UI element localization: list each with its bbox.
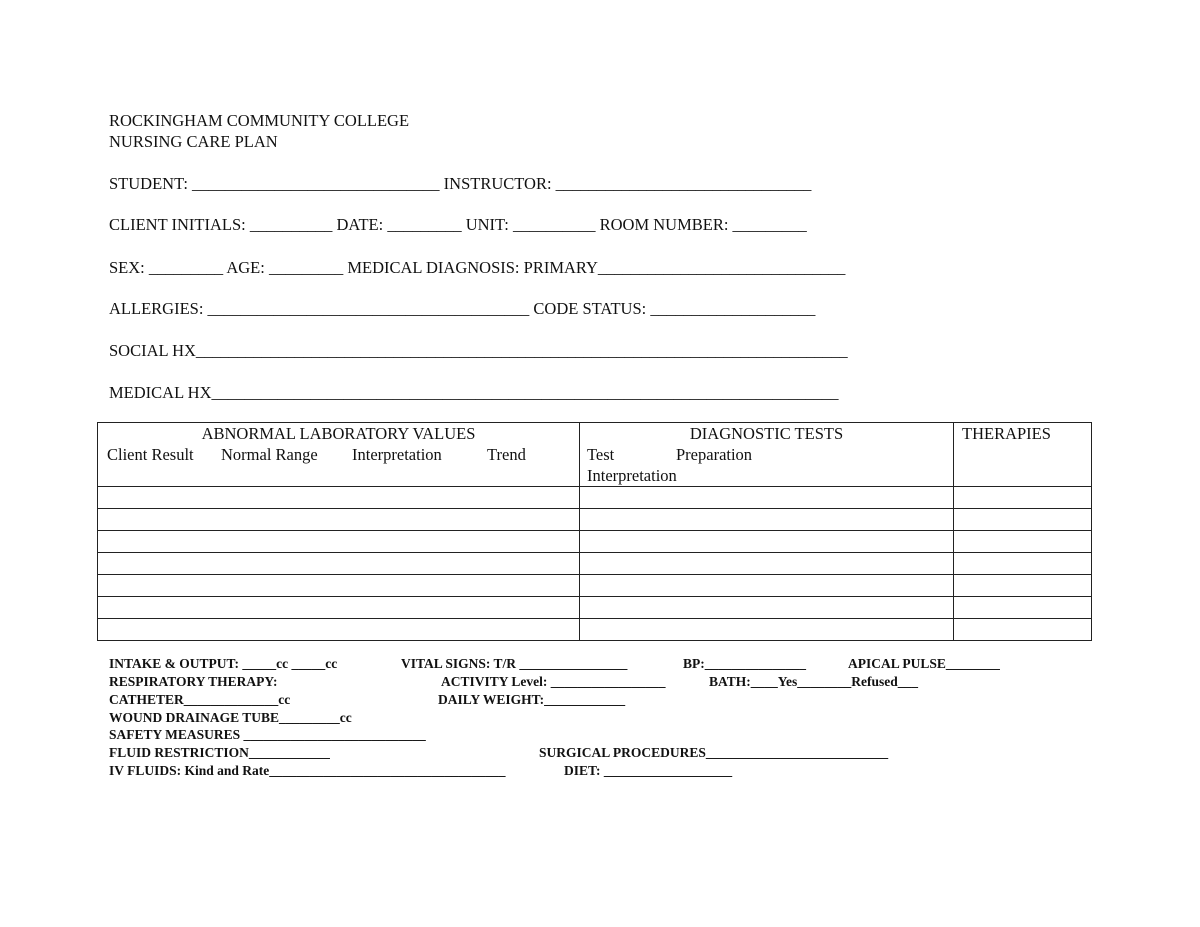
medical-hx-text: MEDICAL HX____________________________________________________________________________ <box>109 383 839 402</box>
iv-fluids-field[interactable]: IV FLUIDS: Kind and Rate___________________________________ <box>109 763 506 778</box>
bath-field[interactable]: BATH:____Yes________Refused___ <box>709 674 918 689</box>
diag-sub-preparation: Preparation <box>676 445 753 464</box>
intake-output-field[interactable]: INTAKE & OUTPUT: _____cc _____cc <box>109 656 338 671</box>
therapy-cell[interactable] <box>954 575 1092 597</box>
lab-sub-client-result: Client Result <box>107 445 194 464</box>
allergies-code-line[interactable] <box>109 299 815 319</box>
lab-sub-trend: Trend <box>487 445 526 464</box>
lab-cell[interactable] <box>98 509 580 531</box>
lab-values-header <box>98 423 580 487</box>
care-plan-table <box>97 422 1092 641</box>
diag-cell[interactable] <box>580 619 954 641</box>
wound-drainage-field[interactable]: WOUND DRAINAGE TUBE_________cc <box>109 710 352 725</box>
therapy-cell[interactable] <box>954 553 1092 575</box>
lab-cell[interactable] <box>98 531 580 553</box>
client-info-text: CLIENT INITIALS: __________ DATE: _________ UNIT: __________ ROOM NUMBER: _________ <box>109 215 807 234</box>
table-row <box>98 553 1092 575</box>
lab-sub-normal-range: Normal Range <box>221 445 318 464</box>
diet-field[interactable]: DIET: ___________________ <box>564 763 733 778</box>
client-info-line[interactable] <box>109 215 807 235</box>
sex-age-diagnosis-text: SEX: _________ AGE: _________ MEDICAL DIAGNOSIS: PRIMARY______________________________ <box>109 258 846 277</box>
table-row <box>98 597 1092 619</box>
sex-age-diagnosis-line[interactable] <box>109 258 845 278</box>
table-row <box>98 619 1092 641</box>
lab-cell[interactable] <box>98 597 580 619</box>
form-title: NURSING CARE PLAN <box>109 132 278 151</box>
lab-cell[interactable] <box>98 619 580 641</box>
surgical-procedures-field[interactable]: SURGICAL PROCEDURES___________________________ <box>539 745 889 760</box>
lab-values-title: ABNORMAL LABORATORY VALUES <box>201 424 476 443</box>
therapy-cell[interactable] <box>954 509 1092 531</box>
therapies-header: THERAPIES <box>954 423 1092 487</box>
diag-sub-test: Test <box>587 445 615 464</box>
therapy-cell[interactable] <box>954 487 1092 509</box>
activity-level-field[interactable]: ACTIVITY Level: _________________ <box>441 674 666 689</box>
diag-cell[interactable] <box>580 509 954 531</box>
respiratory-therapy-label: RESPIRATORY THERAPY: <box>109 674 278 689</box>
apical-pulse-field[interactable]: APICAL PULSE________ <box>848 656 1000 671</box>
bp-field[interactable]: BP:_______________ <box>683 656 806 671</box>
therapy-cell[interactable] <box>954 619 1092 641</box>
table-row <box>98 531 1092 553</box>
institution-name: ROCKINGHAM COMMUNITY COLLEGE <box>109 111 410 130</box>
diag-sub-interpretation: Interpretation <box>587 466 677 485</box>
lab-cell[interactable] <box>98 553 580 575</box>
diagnostic-tests-header <box>580 423 954 487</box>
student-instructor-text: STUDENT: ______________________________ INSTRUCTOR: _______________________________ <box>109 174 812 193</box>
diag-cell[interactable] <box>580 597 954 619</box>
lab-cell[interactable] <box>98 487 580 509</box>
fluid-restriction-field[interactable]: FLUID RESTRICTION____________ <box>109 745 330 760</box>
table-row <box>98 575 1092 597</box>
allergies-code-text: ALLERGIES: _______________________________________ CODE STATUS: ____________________ <box>109 299 816 318</box>
diag-cell[interactable] <box>580 553 954 575</box>
medical-hx-line[interactable] <box>109 383 839 403</box>
table-row <box>98 487 1092 509</box>
therapy-cell[interactable] <box>954 531 1092 553</box>
daily-weight-field[interactable]: DAILY WEIGHT:____________ <box>438 692 626 707</box>
student-instructor-line[interactable] <box>109 174 811 194</box>
table-header-row <box>98 423 1092 487</box>
diag-cell[interactable] <box>580 531 954 553</box>
diag-cell[interactable] <box>580 575 954 597</box>
social-hx-line[interactable] <box>109 341 848 361</box>
diag-cell[interactable] <box>580 487 954 509</box>
diagnostic-tests-title: DIAGNOSTIC TESTS <box>689 424 844 443</box>
table-row <box>98 509 1092 531</box>
therapy-cell[interactable] <box>954 597 1092 619</box>
social-hx-text: SOCIAL HX_______________________________________________________________________________ <box>109 341 848 360</box>
catheter-field[interactable]: CATHETER______________cc <box>109 692 291 707</box>
lab-cell[interactable] <box>98 575 580 597</box>
safety-measures-field[interactable]: SAFETY MEASURES ___________________________ <box>109 727 426 742</box>
vital-signs-field[interactable]: VITAL SIGNS: T/R ________________ <box>401 656 628 671</box>
lab-sub-interpretation: Interpretation <box>352 445 442 464</box>
